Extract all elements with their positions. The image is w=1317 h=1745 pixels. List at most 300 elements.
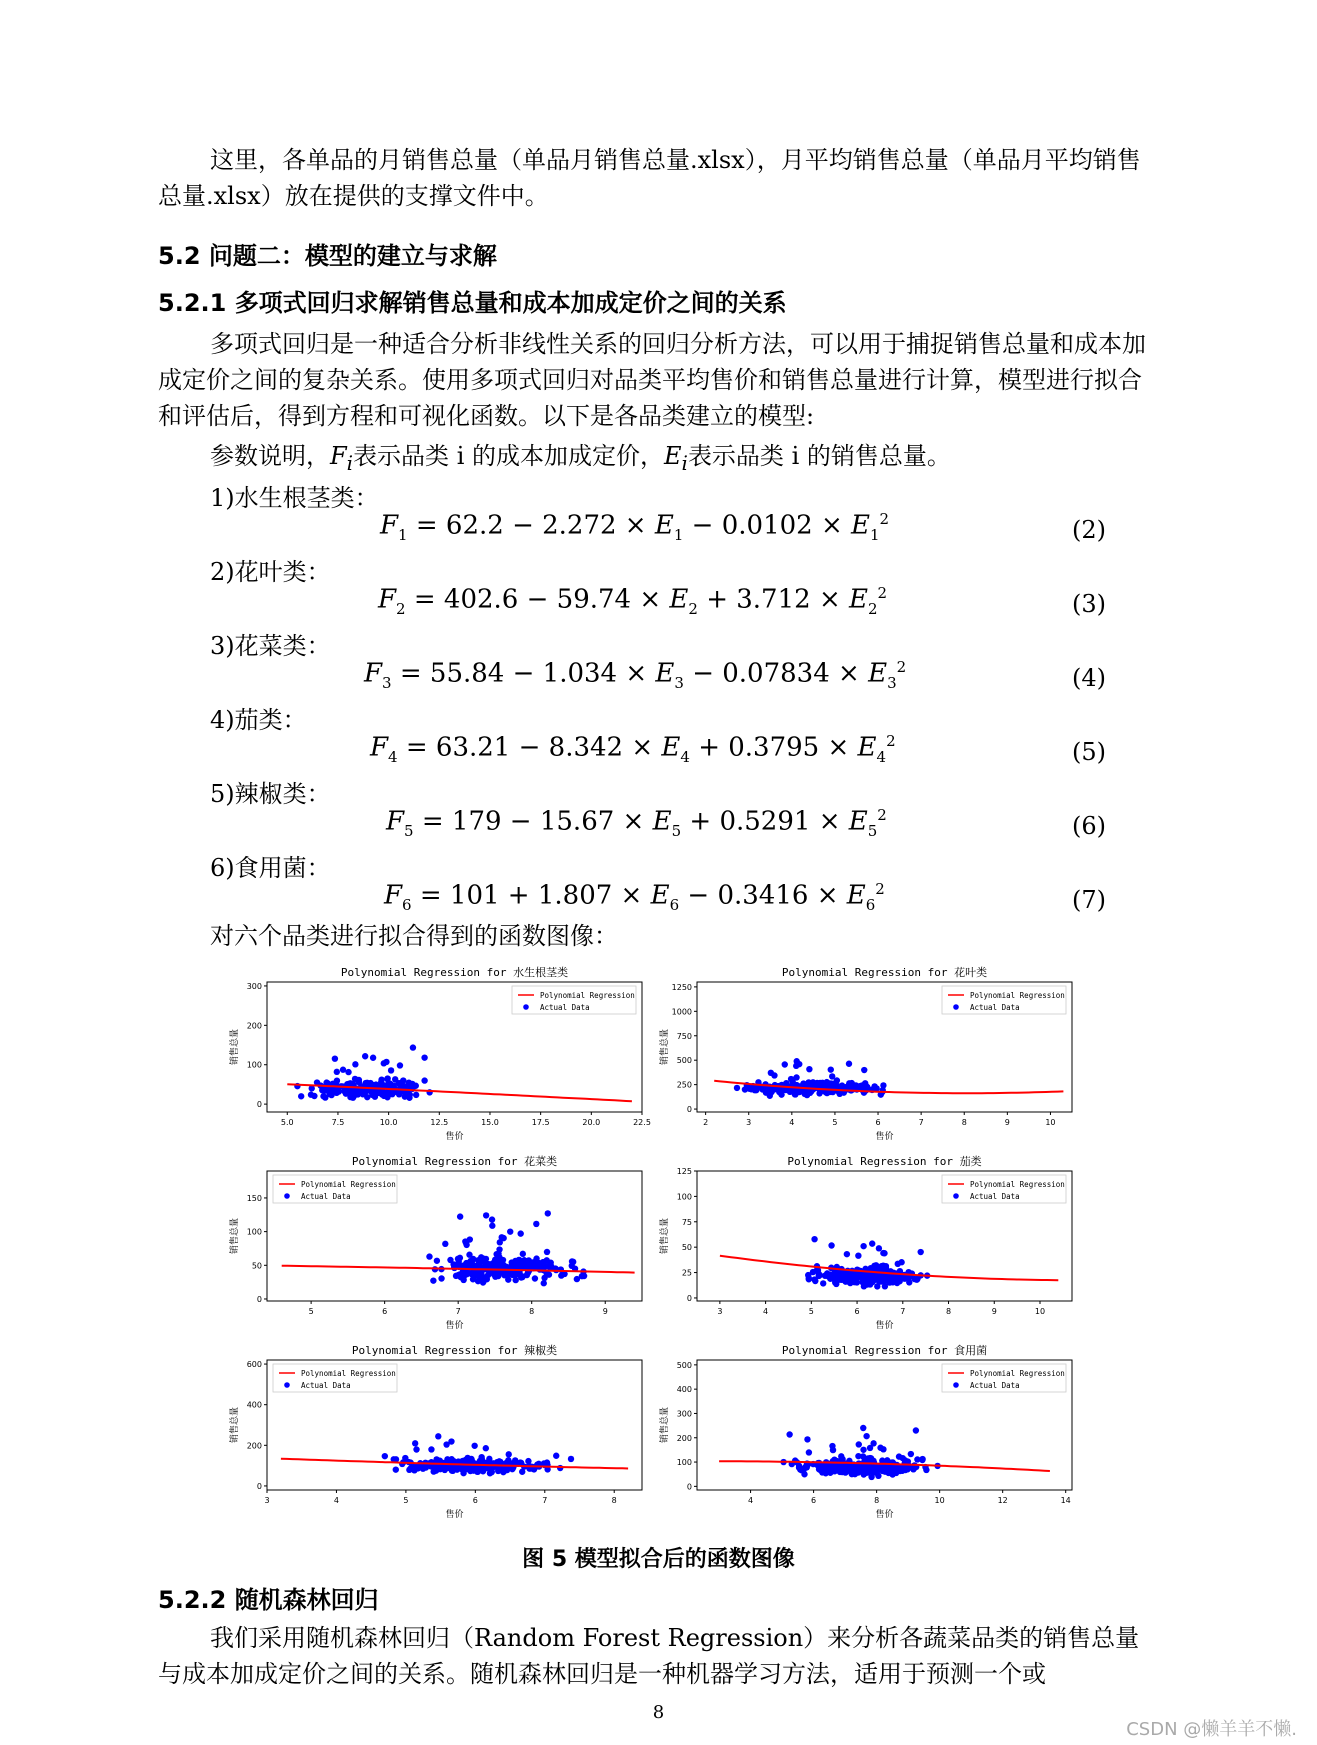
figure-caption: 图 5 模型拟合后的函数图像 [522,1547,795,1572]
data-point [428,1446,434,1452]
data-point [351,1090,357,1096]
data-point [811,1236,817,1242]
x-tick-label: 6 [472,1496,478,1505]
data-point [334,1069,340,1075]
x-tick-label: 5 [832,1118,838,1127]
data-point [788,1076,794,1082]
y-tick-label: 300 [246,981,262,991]
y-tick-label: 1250 [671,982,692,992]
data-point [864,1469,870,1475]
data-point [474,1468,480,1474]
data-point [484,1276,490,1282]
data-point [388,1067,394,1073]
legend-points-swatch [953,1193,959,1199]
x-tick-label: 9 [1004,1118,1010,1127]
data-point [816,1273,822,1279]
equation-number: (7) [1072,886,1106,914]
y-tick-label: 100 [676,1458,692,1468]
data-point [460,1277,466,1283]
data-point [402,1455,408,1461]
data-point [828,1242,834,1248]
data-point [831,1276,837,1282]
y-tick-label: 250 [676,1080,692,1090]
y-tick-label: 600 [246,1360,262,1370]
x-tick-label: 4 [789,1118,795,1127]
data-point [835,1270,841,1276]
x-tick-label: 10.0 [379,1118,398,1127]
y-tick-label: 200 [246,1441,262,1451]
data-point [500,1257,506,1263]
chart-title: Polynomial Regression for 花菜类 [351,1155,558,1168]
equation-formula: $F_2 = 402.6 - 59.74 \times E_2 + 3.712 \times E_2^2$ [378,584,888,618]
plot-area [719,1425,1050,1480]
x-tick-label: 7 [455,1307,461,1316]
random-forest-paragraph: 我们采用随机森林回归（Random Forest Regression）来分析各蔬菜品类的销售总量与成本加成定价之间的关系。随机森林回归是一种机器学习方法，适用于预测一个或 [158,1624,1140,1688]
data-point [860,1447,866,1453]
equation-label: 5)辣椒类： [210,780,331,808]
x-tick-label: 5 [808,1307,814,1316]
data-point [569,1258,575,1264]
data-point [829,1073,835,1079]
equation-number: (5) [1072,738,1106,766]
data-point [822,1273,828,1279]
data-point [863,1433,869,1439]
data-point [483,1445,489,1451]
data-point [923,1467,929,1473]
data-point [882,1283,888,1289]
y-tick-label: 125 [676,1167,692,1176]
y-tick-label: 100 [246,1227,262,1237]
data-point [489,1216,495,1222]
x-tick-label: 4 [748,1496,754,1505]
y-tick-label: 0 [256,1294,262,1304]
data-point [443,1441,449,1447]
equation-number: (4) [1072,664,1106,692]
legend-points-swatch [523,1004,529,1010]
x-tick-label: 7 [542,1496,548,1505]
data-point [421,1054,427,1060]
data-point [804,1436,810,1442]
data-point [911,1465,917,1471]
x-tick-label: 4 [333,1496,339,1505]
equation-formula: $F_3 = 55.84 - 1.034 \times E_3 - 0.07834 \times E_3^2$ [364,658,907,692]
data-point [404,1091,410,1097]
legend-fit-label: Polynomial Regression [540,991,635,1000]
data-point [328,1092,334,1098]
legend-points-swatch [953,1004,959,1010]
x-tick-label: 10 [1034,1307,1046,1316]
data-point [853,1273,859,1279]
legend-fit-label: Polynomial Regression [970,1369,1065,1378]
y-tick-label: 100 [676,1192,692,1202]
equation-number: (2) [1072,516,1106,544]
x-tick-label: 12 [997,1496,1008,1505]
x-tick-label: 5 [403,1496,409,1505]
data-point [844,1251,850,1257]
data-point [914,1276,920,1282]
x-tick-label: 8 [529,1307,535,1316]
data-point [340,1067,346,1073]
data-point [804,1464,810,1470]
y-tick-label: 200 [676,1433,692,1443]
data-point [838,1464,844,1470]
x-axis-label: 售价 [445,1510,464,1520]
data-point [322,1087,328,1093]
data-point [806,1449,812,1455]
data-point [362,1053,368,1059]
data-point [862,1457,868,1463]
page-number: 8 [652,1702,665,1723]
legend-points-label: Actual Data [970,1381,1020,1390]
y-tick-label: 0 [686,1293,692,1303]
data-point [430,1277,436,1283]
legend-points-label: Actual Data [970,1192,1020,1201]
data-point [509,1259,515,1265]
plot-area [281,1433,628,1476]
data-point [500,1235,506,1241]
x-tick-label: 4 [763,1307,769,1316]
data-point [483,1212,489,1218]
data-point [421,1077,427,1083]
data-point [413,1083,419,1089]
chart-6 [655,1340,1085,1529]
legend-points-swatch [284,1382,290,1388]
legend-fit-label: Polynomial Regression [970,991,1065,1000]
chart-4 [655,1151,1085,1340]
equation-label: 2)花叶类： [210,558,331,586]
equation-label: 1)水生根茎类： [210,484,379,512]
data-point [435,1433,441,1439]
watermark: CSDN @懒羊羊不懒. [1126,1719,1297,1740]
data-point [796,1061,802,1067]
data-point [796,1464,802,1470]
section-heading-5-2-1: 5.2.1 多项式回归求解销售总量和成本加成定价之间的关系 [158,289,787,317]
data-point [829,1443,835,1449]
data-point [880,1250,886,1256]
chart-2 [655,962,1085,1151]
data-point [474,1272,480,1278]
y-tick-label: 0 [686,1482,692,1492]
x-tick-label: 7.5 [331,1118,345,1127]
y-axis-label: 销售总量 [230,1028,240,1066]
data-point [412,1440,418,1446]
data-point [806,1276,812,1282]
equation-formula: $F_1 = 62.2 - 2.272 \times E_1 - 0.0102 \times E_1^2$ [380,510,890,544]
legend-points-label: Actual Data [301,1192,351,1201]
data-point [782,1061,788,1067]
data-point [413,1464,419,1470]
x-tick-label: 17.5 [531,1118,550,1127]
data-point [438,1275,444,1281]
data-point [545,1210,551,1216]
data-point [908,1451,914,1457]
x-tick-label: 7 [900,1307,906,1316]
data-point [544,1257,550,1263]
equation-number: (6) [1072,812,1106,840]
data-point [453,1273,459,1279]
section-heading-5-2-2: 5.2.2 随机森林回归 [158,1586,379,1614]
legend-points-label: Actual Data [301,1381,351,1390]
data-point [459,1270,465,1276]
data-point [524,1272,530,1278]
data-point [898,1259,904,1265]
y-tick-label: 1000 [671,1007,692,1017]
data-point [489,1223,495,1229]
x-tick-label: 8 [611,1496,617,1505]
data-point [786,1431,792,1437]
equation-label: 6)食用菌： [210,854,331,882]
legend-points-swatch [953,1382,959,1388]
y-axis-label: 销售总量 [230,1217,240,1255]
data-point [913,1427,919,1433]
intro-paragraph: 这里，各单品的月销售总量（单品月销售总量.xlsx），月平均销售总量（单品月平均销售总量.xlsx）放在提供的支撑文件中。 [158,146,1141,210]
chart-title: Polynomial Regression for 水生根茎类 [340,966,569,979]
data-point [532,1275,538,1281]
y-tick-label: 750 [676,1031,692,1041]
data-point [517,1230,523,1236]
data-point [574,1276,580,1282]
data-point [870,1440,876,1446]
data-point [860,1243,866,1249]
data-point [381,1060,387,1066]
data-point [520,1251,526,1257]
data-point [903,1275,909,1281]
x-tick-label: 14 [1060,1496,1071,1505]
x-tick-label: 5.0 [280,1118,294,1127]
data-point [819,1469,825,1475]
data-point [457,1213,463,1219]
y-tick-label: 0 [256,1481,262,1491]
x-tick-label: 20.0 [582,1118,601,1127]
data-point [431,1468,437,1474]
x-tick-label: 5 [308,1307,314,1316]
data-point [778,1091,784,1097]
chart-3 [225,1151,655,1340]
legend-fit-label: Polynomial Regression [301,1180,396,1189]
x-tick-label: 9 [602,1307,608,1316]
legend-fit-label: Polynomial Regression [970,1180,1065,1189]
y-tick-label: 0 [686,1105,692,1115]
data-point [359,1089,365,1095]
y-tick-label: 500 [676,1360,692,1370]
data-point [410,1044,416,1050]
data-point [863,1274,869,1280]
data-point [768,1070,774,1076]
data-point [917,1249,923,1255]
data-point [477,1259,483,1265]
y-tick-label: 75 [681,1217,692,1227]
symbol-E: $E_i$ [664,442,688,475]
y-tick-label: 25 [681,1268,692,1278]
y-tick-label: 150 [246,1193,262,1203]
data-point [861,1067,867,1073]
x-tick-label: 8 [874,1496,880,1505]
x-tick-label: 8 [945,1307,952,1316]
x-tick-label: 9 [991,1307,997,1316]
data-point [506,1451,512,1457]
x-tick-label: 6 [875,1118,881,1127]
equation-formula: $F_6 = 101 + 1.807 \times E_6 - 0.3416 \times E_6^2$ [384,880,885,914]
y-axis-label: 销售总量 [660,1406,670,1444]
y-tick-label: 0 [256,1100,262,1110]
legend-points-label: Actual Data [970,1003,1020,1012]
data-point [904,1466,910,1472]
y-axis-label: 销售总量 [660,1217,670,1255]
data-point [793,1074,799,1080]
x-tick-label: 10 [934,1496,945,1505]
x-tick-label: 15.0 [481,1118,499,1127]
y-tick-label: 100 [246,1060,262,1070]
data-point [544,1249,550,1255]
data-point [413,1092,419,1098]
data-point [889,1471,895,1477]
data-point [515,1260,521,1266]
chart-title: Polynomial Regression for 食用菌 [781,1344,988,1357]
data-point [828,1066,834,1072]
equation-formula: $F_5 = 179 - 15.67 \times E_5 + 0.5291 \times E_5^2$ [386,806,887,840]
chart-5 [225,1340,655,1529]
data-point [352,1061,358,1067]
y-axis-label: 销售总量 [660,1028,670,1066]
data-point [539,1263,545,1269]
data-point [848,1466,854,1472]
data-point [426,1253,432,1259]
data-point [806,1066,812,1072]
x-tick-label: 6 [811,1496,817,1505]
data-point [876,1245,882,1251]
x-axis-label: 售价 [875,1510,894,1520]
data-point [345,1069,351,1075]
data-point [311,1093,317,1099]
data-point [477,1458,483,1464]
legend-fit-label: Polynomial Regression [301,1369,396,1378]
data-point [503,1466,509,1472]
data-point [533,1221,539,1227]
data-point [393,1466,399,1472]
data-point [800,1080,806,1086]
x-tick-label: 22.5 [633,1118,651,1127]
x-tick-label: 3 [264,1496,270,1505]
equation-label: 3)花菜类： [210,632,331,660]
plot-area [287,1044,632,1101]
equation-formula: $F_4 = 63.21 - 8.342 \times E_4 + 0.3795 \times E_4^2$ [370,732,896,766]
data-point [455,1256,461,1262]
chart-title: Polynomial Regression for 茄类 [787,1155,982,1168]
section-heading-5-2: 5.2 问题二：模型的建立与求解 [158,242,497,270]
x-tick-label: 2 [703,1118,709,1127]
data-point [356,1077,362,1083]
legend-points-swatch [284,1193,290,1199]
x-tick-label: 10 [1045,1118,1056,1127]
x-tick-label: 3 [746,1118,752,1127]
chart-1 [225,962,655,1151]
data-point [734,1085,740,1091]
data-point [462,1262,468,1268]
x-tick-label: 8 [961,1118,967,1127]
data-point [568,1456,574,1462]
x-axis-label: 售价 [445,1321,464,1331]
y-tick-label: 400 [246,1400,262,1410]
data-point [382,1453,388,1459]
data-point [856,1441,862,1447]
y-axis-label: 销售总量 [230,1406,240,1444]
data-point [820,1280,826,1286]
data-point [413,1446,419,1452]
data-point [869,1279,875,1285]
x-axis-label: 售价 [445,1132,464,1142]
data-point [557,1465,563,1471]
plot-area [720,1236,1058,1290]
x-axis-label: 售价 [875,1132,894,1142]
y-tick-label: 400 [676,1385,692,1395]
data-point [553,1453,559,1459]
x-tick-label: 12.5 [430,1118,449,1127]
data-point [343,1090,349,1096]
data-point [332,1055,338,1061]
data-point [447,1465,453,1471]
x-tick-label: 7 [918,1118,924,1127]
data-point [874,1283,880,1289]
y-tick-label: 200 [246,1021,262,1031]
x-tick-label: 6 [854,1307,860,1316]
y-tick-label: 500 [676,1056,692,1066]
plot-area [282,1210,635,1286]
data-point [298,1093,304,1099]
plot-area [714,1058,1063,1099]
equation-label: 4)茄类： [210,706,307,734]
chart-title: Polynomial Regression for 花叶类 [781,966,988,979]
data-point [860,1425,866,1431]
data-point [464,1455,470,1461]
data-point [466,1252,472,1258]
y-tick-label: 300 [676,1409,692,1419]
data-point [493,1251,499,1257]
parameter-description: 参数说明，$F_i$表示品类 i 的成本加成定价，$E_i$表示品类 i 的销售总量。 [210,442,951,475]
data-point [880,1446,886,1452]
data-point [507,1228,513,1234]
figure-intro: 对六个品类进行拟合得到的函数图像： [210,922,618,950]
data-point [384,1075,390,1081]
data-point [919,1457,925,1463]
legend-points-label: Actual Data [540,1003,590,1012]
data-point [370,1055,376,1061]
data-point [323,1079,329,1085]
y-tick-label: 50 [251,1261,262,1271]
symbol-F: $F_i$ [330,442,354,475]
x-axis-label: 售价 [875,1321,894,1331]
polynomial-paragraph: 多项式回归是一种适合分析非线性关系的回归分析方法，可以用于捕捉销售总量和成本加成定价之间的复杂关系。使用多项式回归对品类平均售价和销售总量进行计算，模型进行拟合和评估后，得到方程和可视化函数。以下是各品类建立的模型: [158,330,1146,430]
equation-number: (3) [1072,590,1106,618]
data-point [541,1280,547,1286]
data-point [869,1240,875,1246]
data-point [442,1241,448,1247]
data-point [434,1258,440,1264]
data-point [859,1082,865,1088]
data-point [533,1262,539,1268]
data-point [519,1469,525,1475]
data-point [467,1236,473,1242]
data-point [512,1277,518,1283]
data-point [899,1467,905,1473]
data-point [855,1252,861,1258]
data-point [846,1061,852,1067]
data-point [400,1077,406,1083]
data-point [397,1062,403,1068]
x-tick-label: 6 [382,1307,388,1316]
data-point [471,1443,477,1449]
data-point [392,1076,398,1082]
chart-title: Polynomial Regression for 辣椒类 [351,1344,558,1357]
